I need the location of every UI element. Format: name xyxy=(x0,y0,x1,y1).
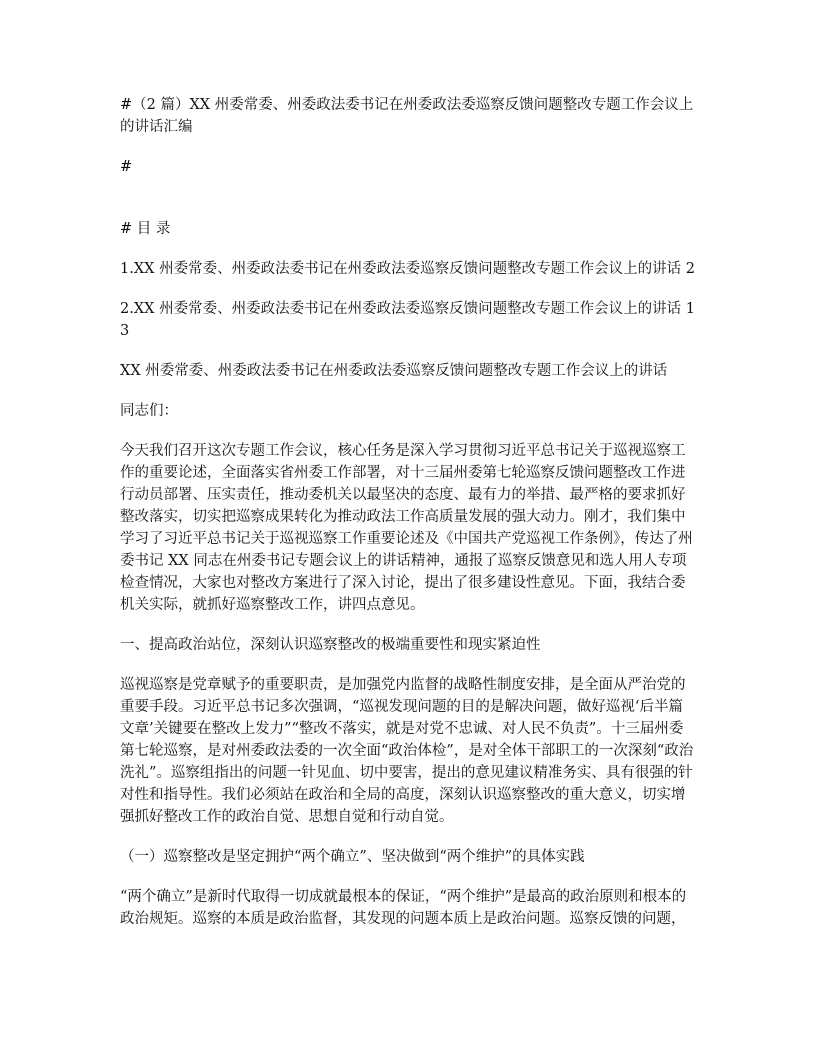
toc-item-1: 1.XX 州委常委、州委政法委书记在州委政法委巡察反馈问题整改专题工作会议上的讲话 2 xyxy=(120,261,695,277)
toc-heading: # 目 录 xyxy=(120,221,171,237)
body-paragraph-intro: 今天我们召开这次专题工作会议，核心任务是深入学习贯彻习近平总书记关于巡视巡察工作的重要论述，全面落实省州委工作部署，对十三届州委第七轮巡察反馈问题整改工作进行动员部署、压实责任，推动委机关以最坚决的态度、最有力的举措、最严格的要求抓好整改落实，切实把巡察成果转化为推动政法工作高质量发展的强大动力。刚才，我们集中学习了习近平总书记关于巡视巡察工作重要论述及《中国共产党巡视工作条例》，传达了州委书记 XX 同志在州委书记专题会议上的讲话精神，通报了巡察反馈意见和选人用人专项检查情况，大家也对整改方案进行了深入讨论，提出了很多建设性意见。下面，我结合委机关实际，就抓好巡察整改工作，讲四点意见。 xyxy=(120,443,693,613)
toc-item-2: 2.XX 州委常委、州委政法委书记在州委政法委巡察反馈问题整改专题工作会议上的讲话 13 xyxy=(120,301,695,339)
hash-line: # xyxy=(120,159,133,175)
document-page xyxy=(120,94,696,930)
subsection-heading-1: （一）巡察整改是坚定拥护“两个确立”、坚决做到“两个维护”的具体实践 xyxy=(120,849,585,865)
body-paragraph-section-1: 巡视巡察是党章赋予的重要职责，是加强党内监督的战略性制度安排，是全面从严治党的重要手段。习近平总书记多次强调，“巡视发现问题的目的是解决问题，做好巡视‘后半篇文章’关键要在整改上发力”“整改不落实，就是对党不忠诚、对人民不负责”。十三届州委第七轮巡察，是对州委政法委的一次全面“政治体检”，是对全体干部职工的一次深刻“政治洗礼”。巡察组指出的问题一针见血、切中要害，提出的意见建议精准务实、具有很强的针对性和指导性。我们必须站在政治和全局的高度，深刻认识巡察整改的重大意义，切实增强抓好整改工作的政治自觉、思想自觉和行动自觉。 xyxy=(120,677,694,825)
salutation: 同志们： xyxy=(120,403,178,419)
document-title: #（2 篇）XX 州委常委、州委政法委书记在州委政法委巡察反馈问题整改专题工作会议上的讲话汇编 xyxy=(120,97,694,135)
body-paragraph-subsection-1: “两个确立”是新时代取得一切成就最根本的保证，“两个维护”是最高的政治原则和根本的政治规矩。巡察的本质是政治监督，其发现的问题本质上是政治问题。巡察反馈的问题， xyxy=(120,889,687,927)
section-heading-1: 一、提高政治站位，深刻认识巡察整改的极端重要性和现实紧迫性 xyxy=(120,637,541,653)
speech-title: XX 州委常委、州委政法委书记在州委政法委巡察反馈问题整改专题工作会议上的讲话 xyxy=(120,363,668,379)
